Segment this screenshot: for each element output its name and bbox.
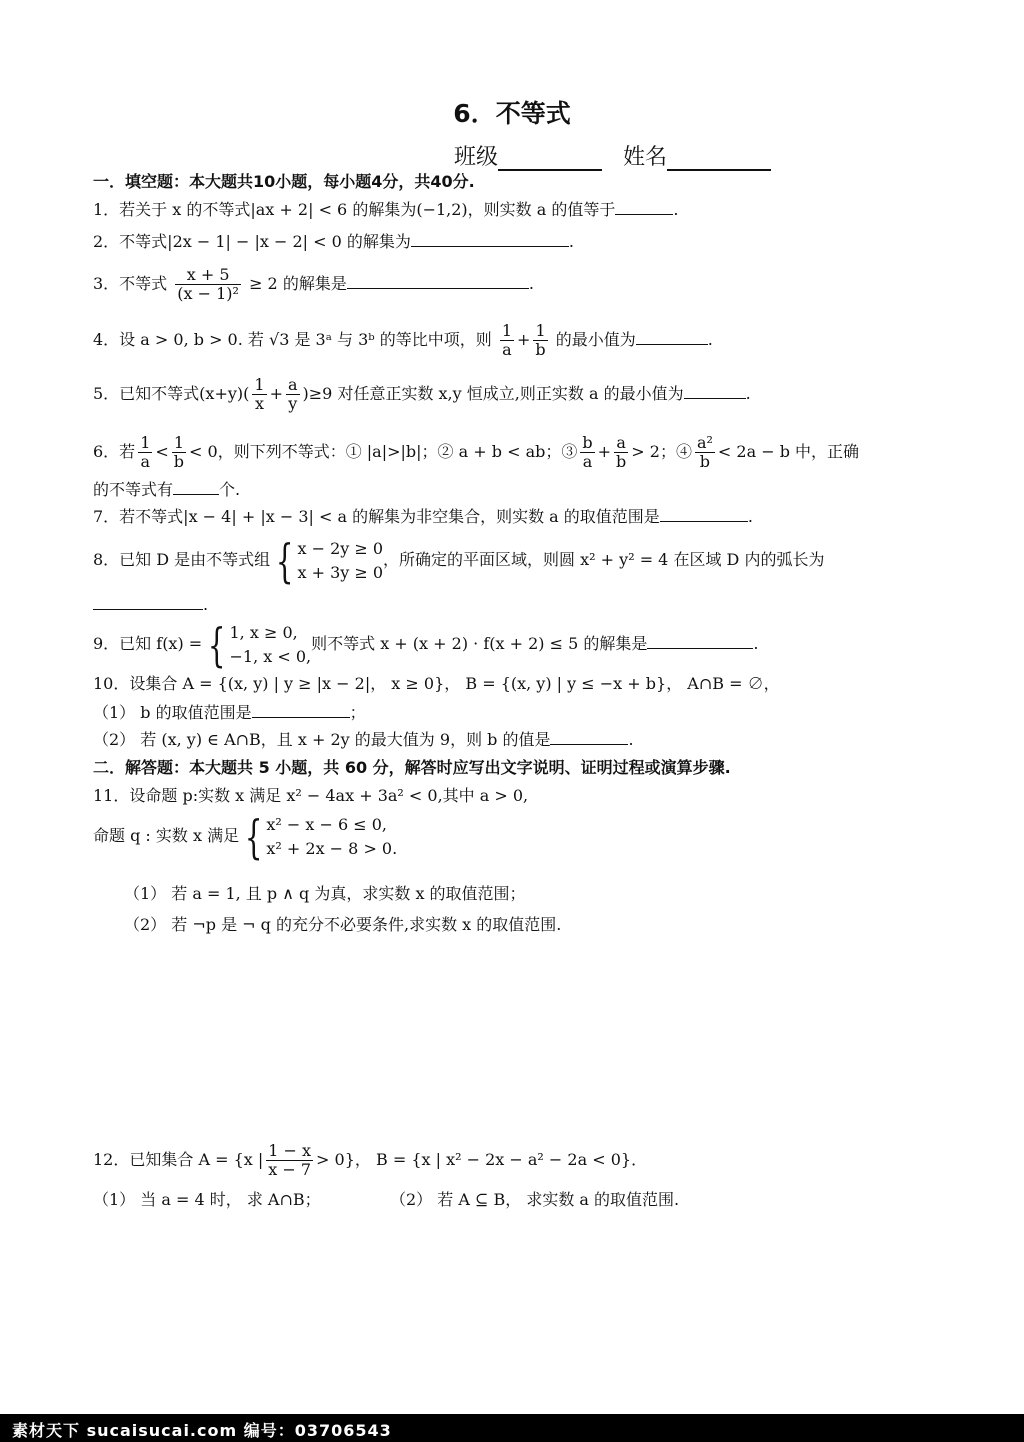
q6-blank[interactable] <box>173 480 219 495</box>
q6-f5-num: a² <box>696 433 713 452</box>
q9-text-post: 则不等式 x + (x + 2) · f(x + 2) ≤ 5 的解集是 <box>311 634 648 653</box>
q7-text: 7．若不等式|x − 4| + |x − 3| < a 的解集为非空集合，则实数 a 的取值范围是 <box>93 507 660 526</box>
q4-fraction-1 <box>500 322 514 359</box>
question-12 <box>93 1138 647 1182</box>
question-5: 5．已知不等式(x+y)( $\frac{1}{x}$ + $\frac{a}{y}$ )≥9 对任意正实数 x,y 恒成立,则正实数 a 的最小值为 . <box>93 375 751 413</box>
q2-blank[interactable] <box>411 232 569 247</box>
q11-q-text: 命题 q : 实数 x 满足 <box>93 826 240 845</box>
q5-fraction-2 <box>286 376 300 413</box>
q4-f1-den: a <box>502 340 512 359</box>
question-1: 1．若关于 x 的不等式|ax + 2| < 6 的解集为(−1,2)，则实数 a 的值等于 . <box>93 200 679 219</box>
q8-sys-line1: x − 2y ≥ 0 <box>297 538 384 558</box>
q9-brace: { <box>208 617 226 672</box>
q9-sys-line1: 1, x ≥ 0, <box>229 622 298 642</box>
class-name-line <box>454 140 785 171</box>
section2-header: 二．解答题：本大题共 5 小题，共 60 分，解答时应写出文字说明、证明过程或演算步骤. <box>93 758 731 777</box>
q6-f1-num: 1 <box>140 433 151 452</box>
question-10-1 <box>93 703 366 723</box>
q8-sys-line2: x + 3y ≥ 0 <box>297 562 384 582</box>
q3-blank[interactable] <box>347 274 529 289</box>
q4-f2-den: b <box>535 340 546 359</box>
q5-plus: + <box>269 384 283 403</box>
q3-fraction <box>175 266 241 303</box>
q3-text-pre: 3．不等式 <box>93 274 168 293</box>
q1-blank[interactable] <box>615 200 673 215</box>
q3-text-post: ≥ 2 的解集是 <box>249 274 347 293</box>
q5-blank[interactable] <box>684 384 746 399</box>
q4-f1-num: 1 <box>501 321 513 340</box>
q12-text-pre: 12．已知集合 A = {x | <box>93 1150 264 1169</box>
question-3: 3．不等式 $\frac{x + 5}{\text{(x − 1)²}}$ ≥ 2 的解集是 . <box>93 265 534 303</box>
name-blank[interactable] <box>667 149 771 171</box>
question-12-1: （1） 当 a = 4 时， 求 A∩B； <box>93 1190 321 1209</box>
q9-blank[interactable] <box>647 634 753 649</box>
q8-blank[interactable] <box>93 595 203 610</box>
q5-text-post: )≥9 对任意正实数 x,y 恒成立,则正实数 a 的最小值为 <box>302 384 684 403</box>
q6-text-post: < 2a − b 中，正确 <box>717 442 860 461</box>
question-7: 7．若不等式|x − 4| + |x − 3| < a 的解集为非空集合，则实数 a 的取值范围是 . <box>93 507 753 526</box>
q6-fraction-5 <box>695 434 715 471</box>
name-label: 姓名 <box>623 145 668 170</box>
q4-plus: + <box>517 330 531 349</box>
q11-brace: { <box>244 809 263 864</box>
q3-numerator: x + 5 <box>175 266 241 285</box>
q9-text-pre: 9．已知 f(x) = <box>93 634 203 653</box>
question-11-2: （2） 若 ¬p 是 ¬ q 的充分不必要条件,求实数 x 的取值范围. <box>124 915 562 934</box>
q4-blank[interactable] <box>636 330 708 345</box>
q6-line2-end: 个. <box>219 480 241 499</box>
q6-text-mid2: > 2；④ <box>631 442 692 461</box>
q6-text-pre: 6．若 <box>93 442 136 461</box>
q6-f4-den: b <box>616 452 627 471</box>
q10-1-end: ； <box>349 703 366 722</box>
q5-fraction-1 <box>252 376 266 413</box>
question-12-2: （2） 若 A ⊆ B， 求实数 a 的取值范围. <box>390 1190 680 1209</box>
q4-text-post: 的最小值为 <box>555 330 636 349</box>
q9-system <box>229 621 311 669</box>
q5-f1-den: x <box>254 394 264 413</box>
q5-f2-den: y <box>288 394 298 413</box>
q6-fraction-4 <box>614 434 628 471</box>
q6-text-mid: < 0，则下列不等式：① |a|>|b|；② a + b < ab；③ <box>189 442 578 461</box>
q11-sys-line1: x² − x − 6 ≤ 0, <box>266 814 388 834</box>
q12-numerator: 1 − x <box>268 1141 312 1160</box>
class-blank[interactable] <box>498 149 602 171</box>
q1-text: 1．若关于 x 的不等式|ax + 2| < 6 的解集为(−1,2)，则实数 a 的值等于 <box>93 200 616 219</box>
q6-f1-den: a <box>140 452 151 471</box>
question-11-q <box>93 809 398 864</box>
q6-lt: < <box>155 442 169 461</box>
question-6 <box>93 432 859 472</box>
q5-f1-num: 1 <box>254 375 265 394</box>
q6-fraction-2 <box>172 434 186 471</box>
q6-plus: + <box>597 442 612 461</box>
q8-brace: { <box>276 533 294 588</box>
q6-f5-den: b <box>699 452 711 471</box>
q6-f3-den: a <box>582 452 593 471</box>
q12-fraction <box>266 1142 313 1179</box>
q8-text-pre: 8．已知 D 是由不等式组 <box>93 550 271 569</box>
question-10: 10．设集合 A = {(x, y) | y ≥ |x − 2|， x ≥ 0}， B = {(x, y) | y ≤ −x + b}， A∩B = ∅， <box>93 674 780 693</box>
question-11-1: （1） 若 a = 1, 且 p ∧ q 为真，求实数 x 的取值范围； <box>124 884 526 903</box>
question-11: 11．设命题 p:实数 x 满足 x² − 4ax + 3a² < 0,其中 a > 0, <box>93 786 529 805</box>
q8-system <box>297 537 383 585</box>
q10-1-text: （1） b 的取值范围是 <box>93 703 252 722</box>
question-2: 2．不等式|2x − 1| − |x − 2| < 0 的解集为 . <box>93 232 575 251</box>
class-label: 班级 <box>454 145 499 170</box>
question-4: 4．设 a > 0, b > 0. 若 √3 是 3ᵃ 与 3ᵇ 的等比中项，则 $\frac{1}{a}$ + $\frac{1}{b}$ 的最小值为 . <box>93 321 713 359</box>
page-title: 6．不等式 <box>453 99 571 128</box>
q11-sys-line2: x² + 2x − 8 > 0. <box>266 838 398 858</box>
q5-text-pre: 5．已知不等式(x+y)( <box>93 384 250 403</box>
q2-text: 2．不等式|2x − 1| − |x − 2| < 0 的解集为 <box>93 232 411 251</box>
q6-fraction-1 <box>138 434 152 471</box>
watermark-bar <box>0 1414 1024 1442</box>
q10-1-blank[interactable] <box>252 703 350 718</box>
question-6-line2 <box>93 480 240 500</box>
q12-denominator: x − 7 <box>268 1160 312 1179</box>
q7-blank[interactable] <box>660 507 748 522</box>
q3-denominator: (x − 1)² <box>177 284 239 303</box>
q4-text-pre: 4．设 a > 0, b > 0. 若 √3 是 3ᵃ 与 3ᵇ 的等比中项，则 <box>93 330 492 349</box>
q6-line2-text: 的不等式有 <box>93 480 174 499</box>
q6-f2-num: 1 <box>172 434 186 453</box>
q8-text-post: ，所确定的平面区域，则圆 x² + y² = 4 在区域 D 内的弧长为 <box>383 550 825 569</box>
q6-f2-den: b <box>173 452 185 471</box>
question-8 <box>93 533 825 588</box>
q12-text-post: > 0}， B = {x | x² − 2x − a² − 2a < 0}． <box>316 1150 648 1169</box>
q11-system <box>266 813 397 861</box>
question-9: 9．已知 f(x) = { 1, x ≥ 0, −1, x < 0, 则不等式 x + (x + 2) · f(x + 2) ≤ 5 的解集是 . <box>93 617 759 672</box>
question-10-2: （2） 若 (x, y) ∈ A∩B，且 x + 2y 的最大值为 9，则 b 的值是 . <box>93 730 634 749</box>
q5-f2-num: a <box>287 375 298 394</box>
q6-f4-num: a <box>614 434 628 453</box>
q6-f3-num: b <box>582 433 593 452</box>
q6-fraction-3 <box>580 434 594 471</box>
q10-2-blank[interactable] <box>550 730 628 745</box>
q4-f2-num: 1 <box>533 322 547 341</box>
section1-header: 一．填空题：本大题共10小题，每小题4分，共40分. <box>93 172 475 191</box>
q9-sys-line2: −1, x < 0, <box>229 646 312 666</box>
question-8-line2: . <box>93 595 208 615</box>
watermark-text: 素材天下 sucaisucai.com 编号：03706543 <box>12 1421 392 1440</box>
q4-fraction-2 <box>533 322 547 359</box>
q10-2-text: （2） 若 (x, y) ∈ A∩B，且 x + 2y 的最大值为 9，则 b 的值是 <box>93 730 551 749</box>
